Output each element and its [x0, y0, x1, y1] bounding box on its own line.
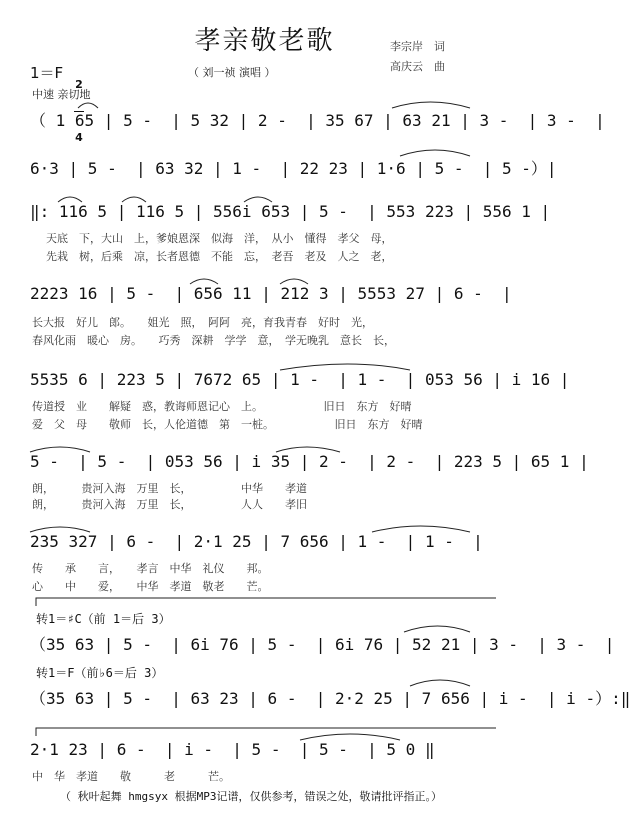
notation-line-9: （35 63 | 5 - | 63 23 | 6 - | 2·2 25 | 7 656 | i - | i -）:‖ — [30, 689, 630, 708]
slur — [244, 197, 272, 202]
notation-line-6: 5 - | 5 - | 053 56 | i 35 | 2 - | 2 - | 223 5 | 65 1 | — [30, 452, 589, 471]
slur — [30, 527, 90, 532]
slur — [392, 102, 470, 108]
lyric-line-3-verse-1: 天底 下，大山 上，爹娘恩深 似海 洋， 从小 懂得 孝父 母， — [46, 232, 393, 245]
lyric-line-7-verse-1: 传 承 言， 孝言 中华 礼仪 邦。 — [32, 562, 269, 575]
lyric-line-6-verse-2: 朗， 贵河入海 万里 长， 人人 孝旧 — [32, 498, 307, 511]
lyric-line-6-verse-1: 朗， 贵河入海 万里 长， 中华 孝道 — [32, 482, 307, 495]
lyric-line-5-verse-1: 传道授 业 解疑 惑，教诲师恩记心 上。 旧日 东方 好晴 — [32, 400, 412, 413]
lyricist-credit: 李宗岸 词 — [390, 40, 445, 53]
notation-line-4: 2223 16 | 5 - | 656 11 | 212 3 | 5553 27 | 6 - | — [30, 284, 512, 303]
lyric-line-4-verse-2: 春风化雨 暖心 房。 巧秀 深耕 学学 意， 学无晚乳 意长 长， — [32, 334, 395, 347]
lyric-line-10: 中 华 孝道 敬 老 芒。 — [32, 770, 230, 783]
slur — [30, 447, 90, 452]
tempo-marking: 中速 亲切地 — [32, 88, 91, 101]
slur — [280, 279, 308, 284]
meter-bottom: 4 — [75, 131, 83, 144]
lyric-line-4-verse-1: 长大报 好儿 郎。 姐光 照， 阿阿 亮，育我青春 好时 光， — [32, 316, 373, 329]
transcription-note: （ 秋叶起舞 hmgsyx 根据MP3记谱，仅供参考，错误之处，敬请批评指正。） — [60, 790, 442, 803]
modulation-marking-2: 转1＝F（前♭6＝后 3） — [36, 666, 164, 680]
notation-line-2: 6·3 | 5 - | 63 32 | 1 - | 22 23 | 1·6 | 5 - | 5 -）| — [30, 159, 557, 178]
key-signature: 1＝F — [30, 64, 64, 82]
slur — [372, 526, 470, 532]
slur — [404, 626, 470, 632]
slur — [410, 680, 470, 686]
lyric-line-5-verse-2: 爱 父 母 敬师 长，人伦道德 第 一桩。 旧日 东方 好晴 — [32, 418, 423, 431]
notation-line-8: （35 63 | 5 - | 6i 76 | 5 - | 6i 76 | 52 21 | 3 - | 3 - | — [30, 635, 615, 654]
song-title: 孝亲敬老歌 — [194, 26, 335, 56]
notation-line-1: （ 1 65 | 5 - | 5 32 | 2 - | 35 67 | 63 21 | 3 - | 3 - | — [30, 111, 605, 130]
lyric-line-3-verse-2: 先栽 树，后乘 凉，长者恩德 不能 忘， 老吾 老及 人之 老， — [46, 250, 393, 263]
slur — [78, 103, 98, 108]
slur — [58, 197, 82, 202]
slur — [300, 734, 400, 740]
modulation-marking-1: 转1＝♯C（前 1＝后 3） — [36, 612, 171, 626]
slur — [276, 447, 340, 452]
meter-top: 2 — [75, 78, 83, 91]
second-ending-bracket — [36, 728, 496, 736]
performer-note: （ 刘一祯 演唱 ） — [188, 66, 276, 79]
slur — [400, 150, 470, 156]
notation-line-3: ‖: 116 5 | 116 5 | 556i 653 | 5 - | 553 223 | 556 1 | — [30, 202, 551, 221]
notation-line-7: 235 327 | 6 - | 2·1 25 | 7 656 | 1 - | 1 - | — [30, 532, 483, 551]
notation-line-5: 5535 6 | 223 5 | 7672 65 | 1 - | 1 - | 053 56 | i 16 | — [30, 370, 570, 389]
lyric-line-7-verse-2: 心 中 爱， 中华 孝道 敬老 芒。 — [32, 580, 269, 593]
composer-credit: 高庆云 曲 — [390, 60, 445, 73]
slur — [280, 364, 410, 370]
slur — [122, 197, 146, 202]
first-ending-bracket — [36, 598, 496, 606]
slur — [190, 279, 218, 284]
notation-line-10: 2·1 23 | 6 - | i - | 5 - | 5 - | 5 0 ‖ — [30, 740, 435, 759]
